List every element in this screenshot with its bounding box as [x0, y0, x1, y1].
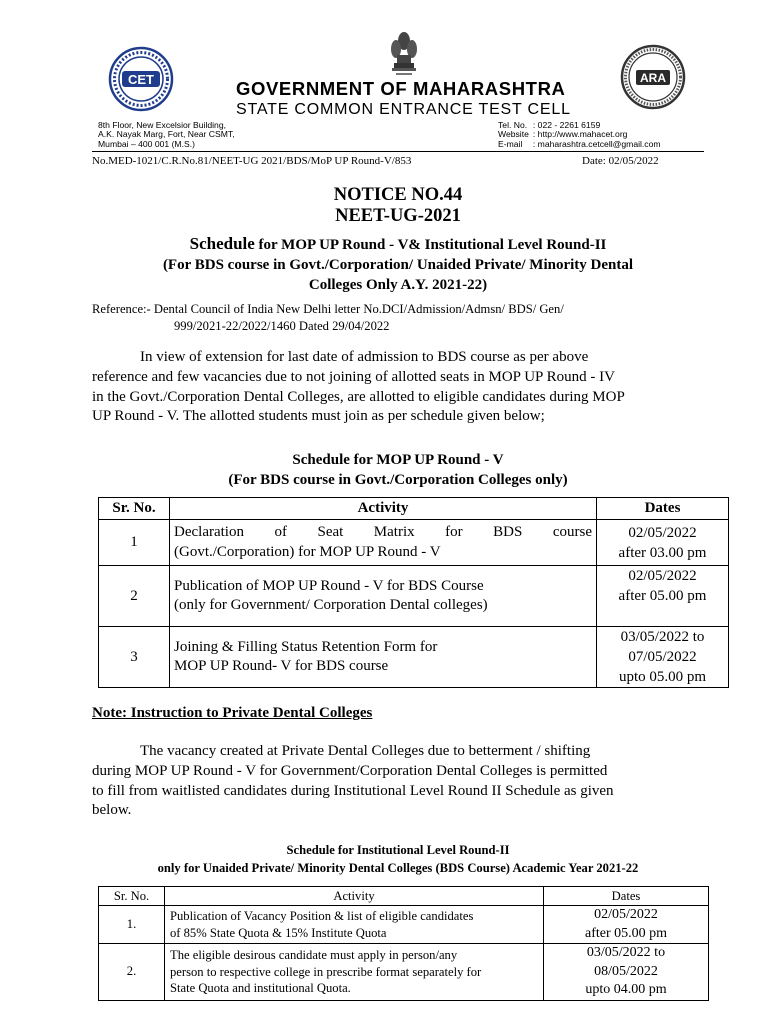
state-emblem: [384, 27, 424, 79]
table-row: 1. Publication of Vacancy Position & list of eligible candidates of 85% State Quota & 15% Institute Quota 02/05/2022 after 05.00 pm: [99, 906, 709, 944]
office-address: 8th Floor, New Excelsior Building, A.K. Nayak Marg, Fort, Near CSMT, Mumbai – 400 001 (M.S.): [98, 120, 235, 149]
reference-line: Reference:- Dental Council of India New Delhi letter No.DCI/Admission/Admsn/ BDS/ Gen/ 999/2021-22/2022/1460 Dated 29/04/2022: [92, 302, 564, 333]
cell-title: STATE COMMON ENTRANCE TEST CELL: [236, 101, 571, 118]
reference-number: No.MED-1021/C.R.No.81/NEET-UG 2021/BDS/MoP UP Round-V/853: [92, 155, 412, 167]
svg-text:CET: CET: [128, 72, 154, 87]
svg-text:ARA: ARA: [640, 71, 666, 85]
table1-heading: Schedule for MOP UP Round - V (For BDS course in Govt./Corporation Colleges only): [228, 452, 568, 488]
table-header-row: Sr. No. Activity Dates: [99, 887, 709, 906]
contact-details: Tel. No. : 022 - 2261 6159 Website : http://www.mahacet.org E-mail : maharashtra.cetcell@gmail.com: [498, 121, 665, 149]
institutional-round-table: [98, 886, 709, 1001]
table-row: 2. The eligible desirous candidate must apply in person/any person to respective college in prescribe format separately for State Quota and institutional Quota. 03/05/2022 to 08/05/2022 upto 04.00 pm: [99, 944, 709, 1001]
website-link[interactable]: : http://www.mahacet.org: [532, 129, 628, 140]
cet-cell-logo: [108, 46, 174, 112]
private-colleges-paragraph: The vacancy created at Private Dental Colleges due to betterment / shifting during MOP UP Round - V for Government/Corporation Dental Colleges is permitted to fill from waitlisted candidates during Institutional Level Round II Schedule as given below.: [92, 743, 614, 819]
header-divider: [92, 151, 704, 152]
table-row: 1 Declaration of Seat Matrix for BDS course (Govt./Corporation) for MOP UP Round - V 02/05/2022 after 03.00 pm: [99, 520, 729, 566]
table-row: 3 Joining & Filling Status Retention Form for MOP UP Round- V for BDS course 03/05/2022 to 07/05/2022 upto 05.00 pm: [99, 627, 729, 688]
notice-date: Date: 02/05/2022: [582, 155, 659, 167]
government-title: GOVERNMENT OF MAHARASHTRA: [236, 78, 566, 99]
mop-up-schedule-table: [98, 497, 729, 688]
email-link[interactable]: : maharashtra.cetcell@gmail.com: [532, 138, 661, 149]
intro-paragraph: In view of extension for last date of admission to BDS course as per above reference and few vacancies due to not joining of allotted seats in MOP UP Round - IV in the Govt./Corporation Dental Colleges, are allotted to eligible candidates during MOP UP Round - V. The allotted students must join as per schedule given below;: [92, 349, 625, 425]
table2-heading: Schedule for Institutional Level Round-II only for Unaided Private/ Minority Dental Colleges (BDS Course) Academic Year 2021-22: [157, 843, 639, 875]
notice-number: NOTICE NO.44: [333, 185, 463, 205]
table-header-row: Sr. No. Activity Dates: [99, 498, 729, 520]
schedule-title: Schedule for MOP UP Round - V& Institutional Level Round-II (For BDS course in Govt./Corporation/ Unaided Private/ Minority Dental Colleges Only A.Y. 2021-22): [162, 234, 634, 293]
exam-title: NEET-UG-2021: [335, 206, 461, 226]
ara-logo: [620, 44, 686, 110]
note-heading: Note: Instruction to Private Dental Colleges: [92, 705, 373, 721]
table-row: 2 Publication of MOP UP Round - V for BDS Course (only for Government/ Corporation Dental colleges) 02/05/2022 after 05.00 pm: [99, 566, 729, 627]
